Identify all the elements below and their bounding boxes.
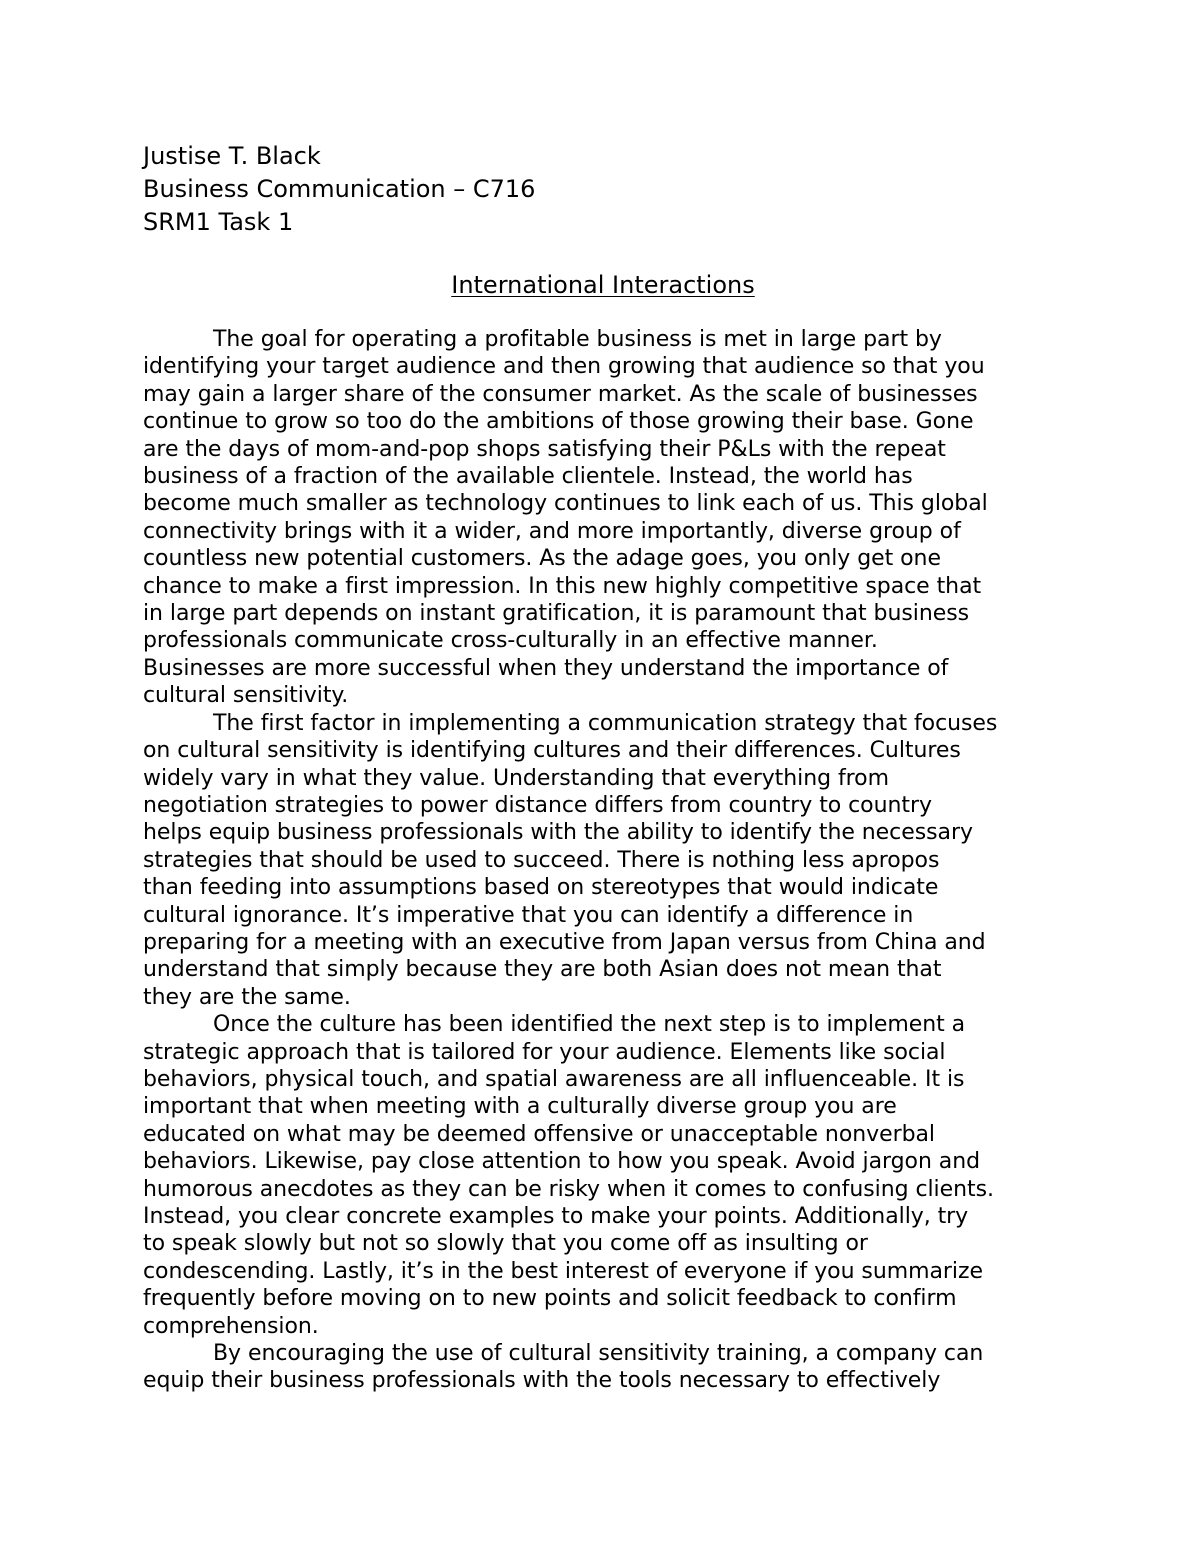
paragraph-line: widely vary in what they value. Understanding that everything from [143,765,889,791]
body-paragraph [143,710,1063,1011]
body-paragraph [143,1340,1063,1395]
document-body [143,326,1063,1395]
paragraph-line: are the days of mom-and-pop shops satisfying their P&Ls with the repeat [143,436,946,462]
paragraph-line: helps equip business professionals with the ability to identify the necessary [143,820,973,846]
paragraph-line: strategic approach that is tailored for your audience. Elements like social [143,1039,946,1065]
paragraph-line: behaviors, physical touch, and spatial awareness are all influenceable. It is [143,1066,965,1092]
paragraph-line: they are the same. [143,984,351,1010]
paragraph-line: become much smaller as technology continues to link each of us. This global [143,491,988,517]
paragraph-line: identifying your target audience and then growing that audience so that you [143,354,985,380]
task-name: SRM1 Task 1 [143,208,294,236]
paragraph-line: to speak slowly but not so slowly that you come off as insulting or [143,1231,868,1257]
body-paragraph [143,1011,1063,1340]
document-page [143,140,1063,1395]
document-title: International Interactions [451,271,755,299]
paragraph-line: understand that simply because they are both Asian does not mean that [143,957,942,983]
paragraph-line: than feeding into assumptions based on stereotypes that would indicate [143,875,939,901]
paragraph-line: frequently before moving on to new points and solicit feedback to confirm [143,1286,957,1312]
course-name: Business Communication – C716 [143,175,536,203]
paragraph-line: business of a fraction of the available clientele. Instead, the world has [143,464,913,490]
paragraph-line: connectivity brings with it a wider, and more importantly, diverse group of [143,518,961,544]
title-container [143,269,1063,302]
paragraph-line: behaviors. Likewise, pay close attention to how you speak. Avoid jargon and [143,1149,981,1175]
paragraph-line: preparing for a meeting with an executive from Japan versus from China and [143,929,986,955]
paragraph-line: The first factor in implementing a communication strategy that focuses [213,710,998,736]
paragraph-line: important that when meeting with a culturally diverse group you are [143,1094,897,1120]
body-paragraph [143,326,1063,710]
paragraph-line: continue to grow so too do the ambitions of those growing their base. Gone [143,409,974,435]
paragraph-line: countless new potential customers. As the adage goes, you only get one [143,546,941,572]
paragraph-line: By encouraging the use of cultural sensitivity training, a company can [213,1341,984,1367]
paragraph-line: equip their business professionals with the tools necessary to effectively [143,1368,941,1394]
paragraph-line: Once the culture has been identified the next step is to implement a [213,1012,966,1038]
paragraph-line: The goal for operating a profitable business is met in large part by [213,327,942,352]
author-name: Justise T. Black [143,142,321,170]
paragraph-line: may gain a larger share of the consumer market. As the scale of businesses [143,381,978,407]
paragraph-line: professionals communicate cross-culturally in an effective manner. [143,628,878,654]
paragraph-line: comprehension. [143,1313,319,1339]
paragraph-line: strategies that should be used to succeed. There is nothing less apropos [143,847,940,873]
paragraph-line: Businesses are more successful when they understand the importance of [143,655,949,681]
paragraph-line: chance to make a first impression. In this new highly competitive space that [143,573,982,599]
paragraph-line: humorous anecdotes as they can be risky when it comes to confusing clients. [143,1176,994,1202]
paragraph-line: cultural sensitivity. [143,683,349,709]
paragraph-line: negotiation strategies to power distance differs from country to country [143,792,932,818]
paragraph-line: condescending. Lastly, it’s in the best interest of everyone if you summarize [143,1258,983,1284]
paragraph-line: Instead, you clear concrete examples to make your points. Additionally, try [143,1204,969,1229]
paragraph-line: on cultural sensitivity is identifying cultures and their differences. Cultures [143,738,961,764]
paragraph-line: in large part depends on instant gratification, it is paramount that business [143,601,970,627]
paragraph-line: educated on what may be deemed offensive or unacceptable nonverbal [143,1121,935,1147]
paragraph-line: cultural ignorance. It’s imperative that you can identify a difference in [143,902,914,928]
